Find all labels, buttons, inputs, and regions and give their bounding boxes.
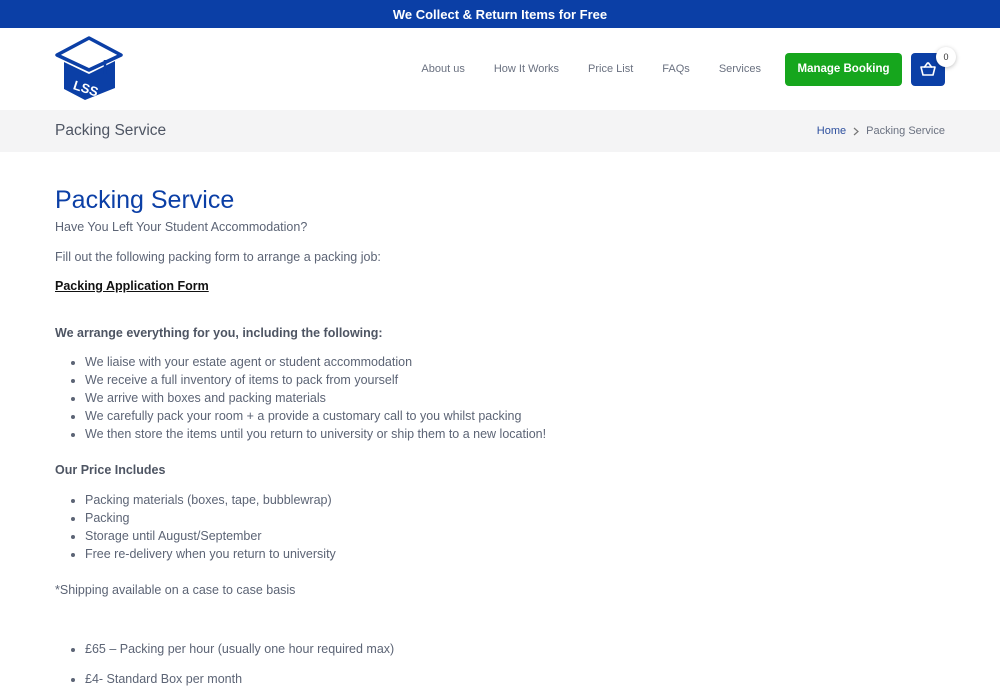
list-item: • Storage until August/September — [85, 527, 945, 545]
chevron-right-icon — [853, 127, 859, 136]
nav-faqs[interactable]: FAQs — [662, 63, 690, 75]
list-item: • We then store the items until you return to university or ship them to a new location! — [85, 425, 945, 443]
page-title: Packing Service — [55, 122, 167, 139]
breadcrumb-current: Packing Service — [866, 125, 945, 137]
cart-button[interactable] — [911, 51, 949, 86]
packing-application-form-link[interactable]: Packing Application Form — [55, 279, 209, 293]
manage-booking-button[interactable]: Manage Booking — [785, 53, 902, 86]
list-item: • Free re-delivery when you return to university — [85, 545, 945, 563]
cart-count-badge: 0 — [936, 47, 956, 67]
content-title: Packing Service — [55, 186, 235, 214]
price-item: • £4- Standard Box per month — [85, 670, 945, 688]
announcement-text: We Collect & Return Items for Free — [392, 6, 608, 22]
site-header — [0, 28, 1000, 110]
nav-about-us[interactable]: About us — [421, 63, 465, 75]
announcement-bar — [0, 0, 1000, 28]
logo-icon[interactable] — [55, 36, 123, 102]
breadcrumb — [817, 125, 945, 137]
list-item: • We liaise with your estate agent or student accommodation — [85, 353, 945, 371]
price-includes-heading: Our Price Includes — [55, 463, 166, 477]
list-item: • We receive a full inventory of items to pack from yourself — [85, 371, 945, 389]
list-item: • Packing materials (boxes, tape, bubblewrap) — [85, 491, 945, 509]
content-subtitle: Have You Left Your Student Accommodation? — [55, 220, 308, 234]
nav-services[interactable]: Services — [718, 63, 761, 75]
basket-icon — [920, 62, 936, 76]
pricing-list — [85, 640, 945, 688]
shipping-note: *Shipping available on a case to case basis — [55, 583, 296, 597]
price-includes-list — [85, 491, 945, 563]
page-title-bar — [0, 110, 1000, 152]
price-item: • £65 – Packing per hour (usually one hour required max) — [85, 640, 945, 658]
main-content — [0, 185, 1000, 688]
main-nav — [421, 51, 949, 86]
breadcrumb-home-link[interactable]: Home — [816, 125, 847, 137]
nav-price-list[interactable]: Price List — [588, 63, 634, 75]
list-item: • Packing — [85, 509, 945, 527]
form-instructions: Fill out the following packing form to arrange a packing job: — [55, 250, 381, 264]
arrange-heading: We arrange everything for you, including the following: — [55, 326, 383, 340]
list-item: • We carefully pack your room + a provide a customary call to you whilst packing — [85, 407, 945, 425]
nav-how-it-works[interactable]: How It Works — [493, 63, 560, 75]
arrange-list — [85, 353, 945, 443]
logo-text: LSS — [71, 77, 101, 100]
list-item: • We arrive with boxes and packing materials — [85, 389, 945, 407]
